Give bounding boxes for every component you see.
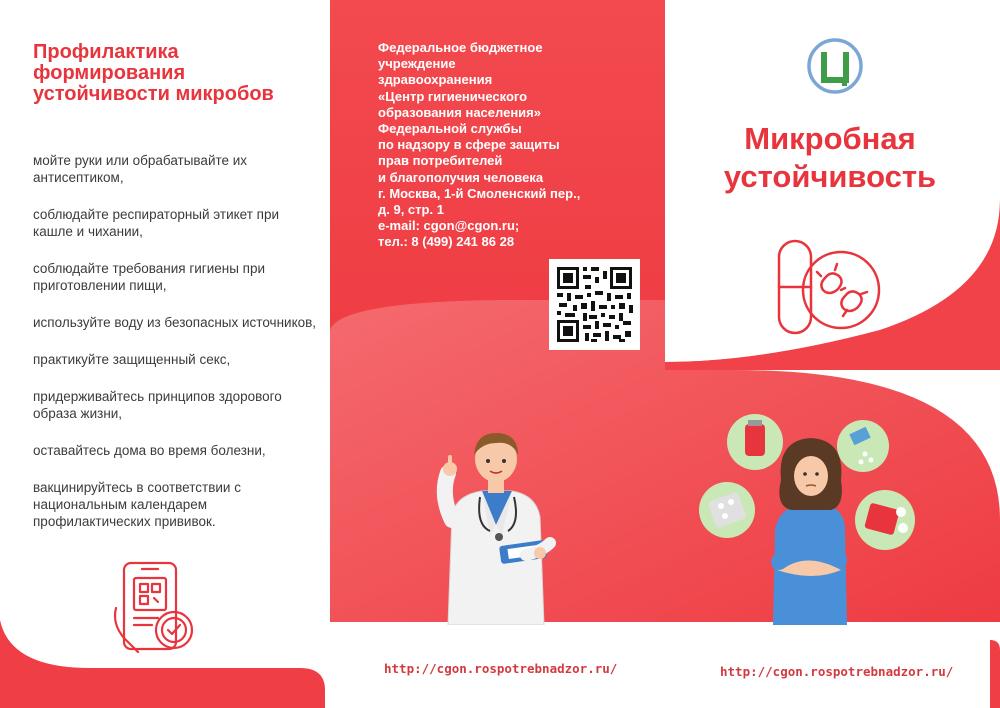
title-line: Микробная bbox=[744, 121, 916, 156]
contact-line: г. Москва, 1-й Смоленский пер., bbox=[378, 185, 581, 201]
contact-line: по надзору в сфере защиты bbox=[378, 137, 560, 153]
list-item: соблюдайте требования гигиены при приготовлении пищи, bbox=[33, 261, 266, 293]
contact-line: Федеральное бюджетное bbox=[378, 40, 543, 55]
list-item: практикуйте защищенный секс, bbox=[33, 352, 231, 367]
website-link[interactable]: http://cgon.rospotrebnadzor.ru/ bbox=[384, 661, 618, 676]
list-item: мойте руки или обрабатывайте их антисептиком, bbox=[33, 153, 248, 185]
list-item: придерживайтесь принципов здорового образа жизни, bbox=[33, 389, 282, 421]
cgon-logo-icon bbox=[806, 38, 864, 94]
contact-line: учреждение bbox=[378, 56, 456, 72]
contact-line: и благополучия человека bbox=[378, 169, 544, 185]
contact-line: прав потребителей bbox=[378, 153, 503, 169]
title-line: устойчивость bbox=[723, 159, 937, 194]
qr-code-icon[interactable] bbox=[549, 259, 640, 350]
list-item: используйте воду из безопасных источников, bbox=[33, 315, 317, 330]
doctor-illustration bbox=[430, 425, 560, 625]
left-title: Профилактика формирования устойчивости микробов bbox=[33, 41, 274, 105]
list-item: соблюдайте респираторный этикет при кашле и чихании, bbox=[33, 207, 280, 239]
contact-line: д. 9, стр. 1 bbox=[378, 202, 444, 218]
contact-line: здравоохранения bbox=[378, 72, 493, 88]
contact-line: Федеральной службы bbox=[378, 121, 522, 137]
email-line[interactable]: e-mail: cgon@cgon.ru; bbox=[378, 218, 520, 234]
contact-info bbox=[378, 40, 638, 251]
contact-line: «Центр гигиенического bbox=[378, 88, 528, 104]
woman-medicine-illustration bbox=[695, 410, 925, 625]
page-title bbox=[680, 120, 980, 196]
pill-bacteria-icon bbox=[775, 238, 885, 338]
phone-medical-icon bbox=[112, 558, 207, 658]
phone-line: тел.: 8 (499) 241 86 28 bbox=[378, 234, 515, 250]
list-item: оставайтесь дома во время болезни, bbox=[33, 443, 266, 458]
prevention-tips-list bbox=[33, 152, 318, 550]
contact-line: образования населения» bbox=[378, 104, 541, 120]
website-link[interactable]: http://cgon.rospotrebnadzor.ru/ bbox=[720, 664, 954, 679]
list-item: вакцинируйтесь в соответствии с национальным календарем профилактических прививок. bbox=[33, 480, 241, 529]
